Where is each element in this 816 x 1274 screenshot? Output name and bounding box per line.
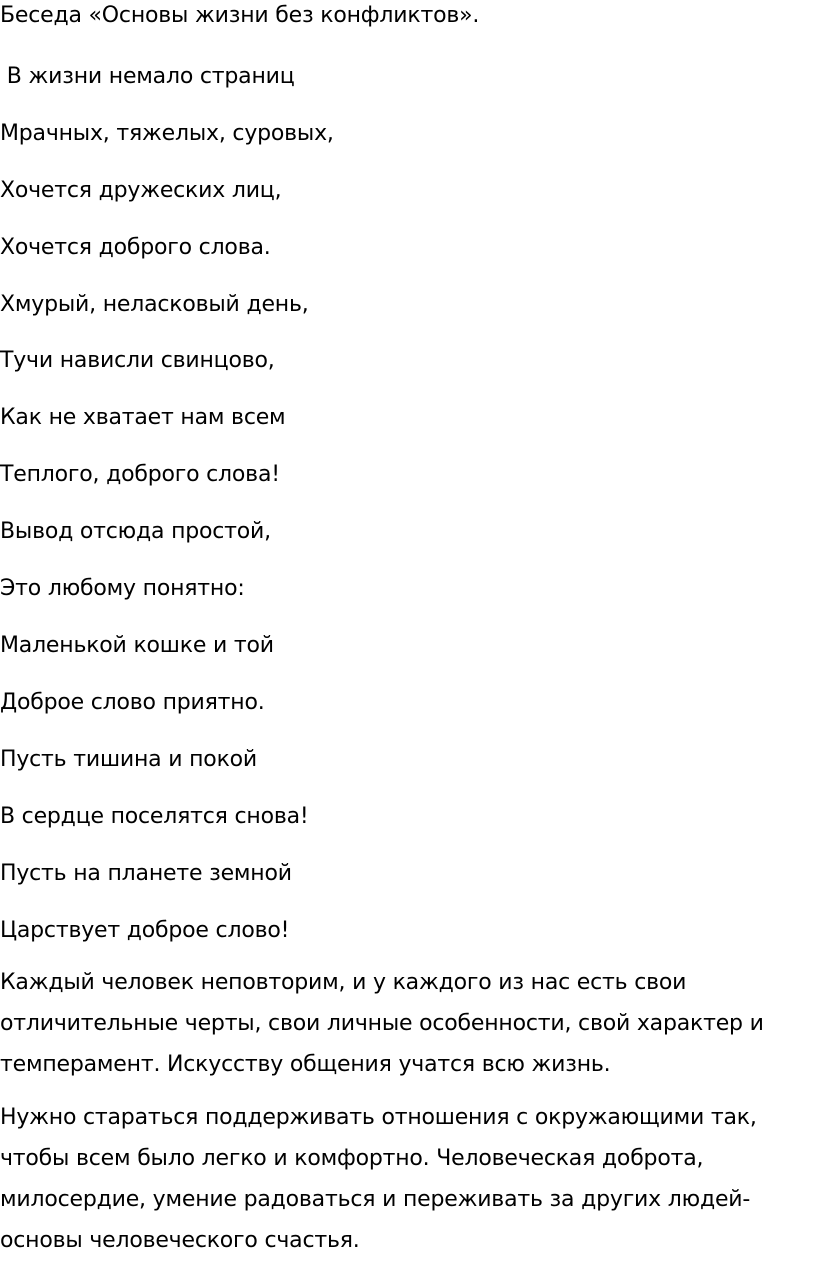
poem-line: Царствует доброе слово! <box>0 918 290 943</box>
paragraph-line: Каждый человек неповторим, и у каждого из нас есть свои <box>0 970 687 995</box>
paragraph-1 <box>0 962 800 1085</box>
paragraph-line: темперамент. Искусству общения учатся всю жизнь. <box>0 1052 611 1077</box>
poem-line: Хмурый, неласковый день, <box>0 292 309 317</box>
poem-line: Доброе слово приятно. <box>0 690 265 715</box>
paragraph-line: отличительные черты, свои личные особенности, свой характер и <box>0 1011 764 1036</box>
poem-line: Тучи нависли свинцово, <box>0 348 275 373</box>
paragraph-line: Нужно стараться поддерживать отношения с окружающими так, <box>0 1105 757 1130</box>
poem-line: В жизни немало страниц <box>0 64 295 89</box>
poem-line: В сердце поселятся снова! <box>0 804 309 829</box>
paragraph-line: милосердие, умение радоваться и переживать за других людей- <box>0 1187 751 1212</box>
poem-line: Мрачных, тяжелых, суровых, <box>0 121 334 146</box>
poem-line: Пусть тишина и покой <box>0 747 258 772</box>
paragraph-line: чтобы всем было легко и комфортно. Человеческая доброта, <box>0 1146 704 1171</box>
poem-line: Маленькой кошке и той <box>0 633 274 658</box>
poem-line: Хочется дружеских лиц, <box>0 178 282 203</box>
poem-line: Вывод отсюда простой, <box>0 519 271 544</box>
poem-line: Как не хватает нам всем <box>0 405 286 430</box>
paragraph-2 <box>0 1097 800 1261</box>
poem-line: Это любому понятно: <box>0 576 245 601</box>
document-title: Беседа «Основы жизни без конфликтов». <box>0 3 480 28</box>
poem-line: Пусть на планете земной <box>0 861 292 886</box>
poem-line: Теплого, доброго слова! <box>0 462 280 487</box>
paragraph-line: основы человеческого счастья. <box>0 1228 360 1253</box>
poem-line: Хочется доброго слова. <box>0 235 271 260</box>
